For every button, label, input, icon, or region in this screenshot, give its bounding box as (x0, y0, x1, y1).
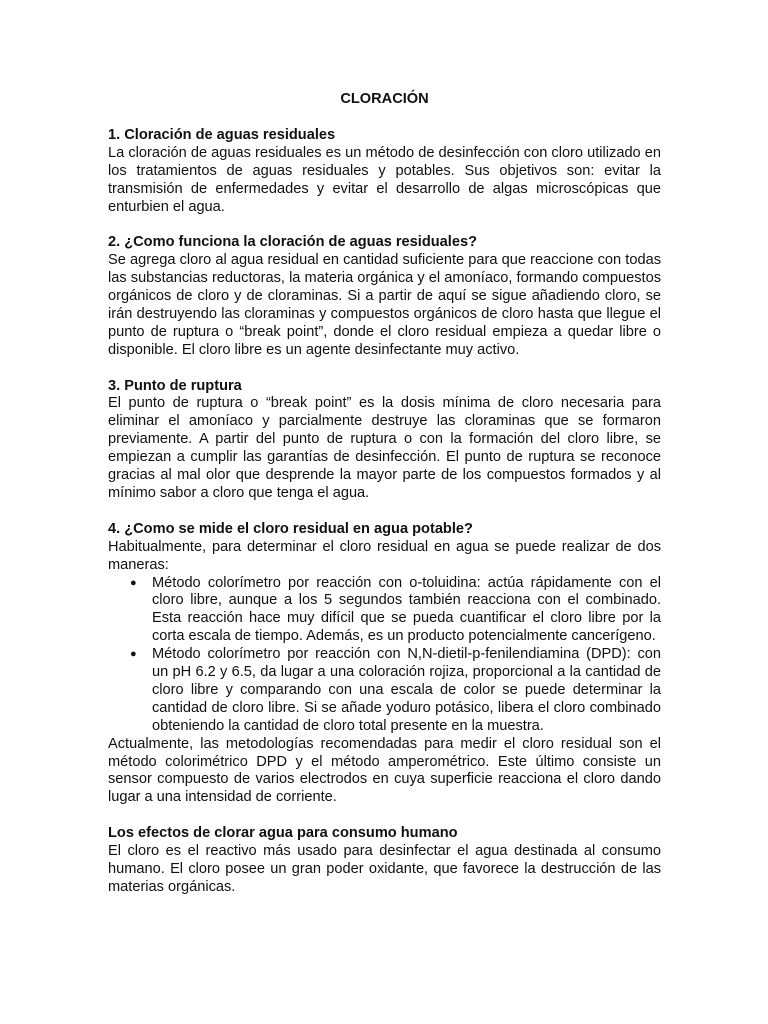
document-title: CLORACIÓN (340, 91, 429, 107)
section-paragraph: El cloro es el reactivo más usado para desinfectar el agua destinada al consumo humano. El cloro posee un gran poder oxidante, que favorece la destrucción de las materias orgánicas. (108, 843, 661, 895)
section-medicion-cloro-residual (108, 521, 661, 808)
section-punto-de-ruptura (108, 378, 661, 503)
list-item (108, 575, 661, 647)
section-heading: 4. ¿Como se mide el cloro residual en agua potable? (108, 520, 473, 537)
list-item (108, 646, 661, 736)
document-page (108, 91, 661, 915)
bullet-icon: ● (130, 576, 137, 589)
bullet-icon: ● (130, 648, 137, 661)
section-paragraph: El punto de ruptura o “break point” es la dosis mínima de cloro necesaria para eliminar el amoníaco y parcialmente destruye las cloraminas que se formaron previamente. A partir del punto de ruptura o con la formación del cloro libre, se empiezan a cumplir las garantías de desinfección. El punto de ruptura se reconoce gracias al mal olor que desprende la mayor parte de los compuestos formados y al mínimo sabor a cloro que tenga el agua. (108, 395, 661, 501)
method-list (108, 575, 661, 736)
section-como-funciona (108, 234, 661, 359)
section-closing: Actualmente, las metodologías recomendadas para medir el cloro residual son el método colorimétrico DPD y el método amperométrico. Este último consiste un sensor compuesto de varios electrodos en cuya superficie reacciona el cloro dando lugar a una intensidad de corriente. (108, 735, 661, 806)
section-heading: 2. ¿Como funciona la cloración de aguas residuales? (108, 234, 477, 251)
list-item-text: Método colorímetro por reacción con o-toluidina: actúa rápidamente con el cloro libre, aunque a los 5 segundos también reacciona con el combinado. Esta reacción hace muy difícil que se pueda cuantificar el cloro libre por la corta escala de tiempo. Además, es un producto potencialmente cancerígeno. (152, 574, 661, 645)
section-heading: 3. Punto de ruptura (108, 377, 242, 394)
section-heading: Los efectos de clorar agua para consumo humano (108, 825, 458, 842)
section-heading: 1. Cloración de aguas residuales (108, 126, 336, 143)
section-efectos-clorar-agua (108, 825, 661, 897)
section-paragraph: Se agrega cloro al agua residual en cantidad suficiente para que reaccione con todas las substancias reductoras, la materia orgánica y el amoníaco, formando compuestos orgánicos de cloro y de cloraminas. Si a partir de aquí se sigue añadiendo cloro, se irán destruyendo las cloraminas y compuestos orgánicos de cloro hasta que llegue el punto de ruptura o “break point”, donde el cloro residual empieza a quedar libre o disponible. El cloro libre es un agente desinfectante muy activo. (108, 252, 661, 358)
list-item-text: Método colorímetro por reacción con N,N-dietil-p-fenilendiamina (DPD): con un pH 6.2 y 6.5, da lugar a una coloración rojiza, proporcional a la cantidad de cloro libre y comparando con una escala de color se puede determinar la cantidad de cloro libre. Si se añade yoduro potásico, libera el cloro combinado obteniendo la cantidad de cloro total presente en la muestra. (152, 646, 661, 734)
section-cloracion-aguas-residuales (108, 127, 661, 217)
section-paragraph: La cloración de aguas residuales es un método de desinfección con cloro utilizado en los tratamientos de aguas residuales y potables. Sus objetivos son: evitar la transmisión de enfermedades y evitar el desarrollo de algas microscópicas que enturbien el agua. (108, 144, 661, 215)
section-intro: Habitualmente, para determinar el cloro residual en agua se puede realizar de dos maneras: (108, 538, 661, 573)
